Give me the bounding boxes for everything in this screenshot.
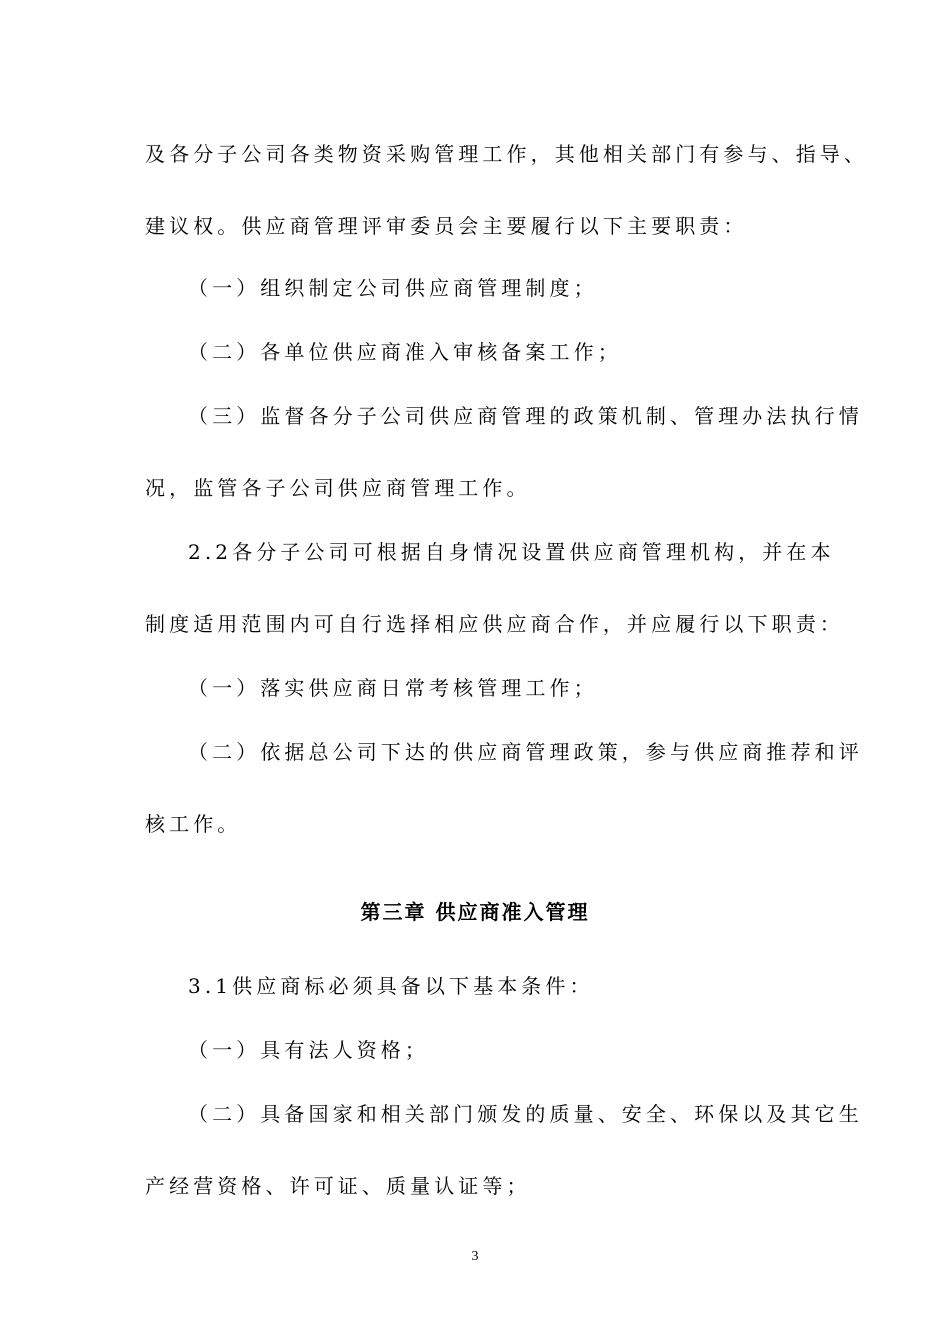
- paragraph-line: 建议权。供应商管理评审委员会主要履行以下主要职责：: [145, 214, 748, 238]
- chapter-heading: 第三章 供应商准入管理: [360, 900, 590, 924]
- paragraph-line: 及各分子公司各类物资采购管理工作，其他相关部门有参与、指导、: [145, 142, 868, 166]
- paragraph-line: 3.1供应商标必须具备以下基本条件：: [188, 974, 594, 998]
- paragraph-line: 2.2各分子公司可根据自身情况设置供应商管理机构，并在本: [188, 540, 835, 564]
- list-item-line: （二）依据总公司下达的供应商管理政策，参与供应商推荐和评: [188, 740, 863, 764]
- list-item-line: （三）监督各分子公司供应商管理的政策机制、管理办法执行情: [188, 404, 863, 428]
- paragraph-line: 产经营资格、许可证、质量认证等；: [145, 1174, 531, 1198]
- paragraph-line: 制度适用范围内可自行选择相应供应商合作，并应履行以下职责：: [145, 612, 844, 636]
- page-number: 3: [471, 1249, 479, 1264]
- paragraph-line: 核工作。: [145, 812, 242, 836]
- list-item-line: （一）组织制定公司供应商管理制度；: [188, 276, 598, 300]
- paragraph-line: 况，监管各子公司供应商管理工作。: [145, 476, 531, 500]
- list-item-line: （二）各单位供应商准入审核备案工作；: [188, 340, 622, 364]
- list-item-line: （一）落实供应商日常考核管理工作；: [188, 676, 598, 700]
- list-item-line: （一）具有法人资格；: [188, 1038, 429, 1062]
- list-item-line: （二）具备国家和相关部门颁发的质量、安全、环保以及其它生: [188, 1102, 863, 1126]
